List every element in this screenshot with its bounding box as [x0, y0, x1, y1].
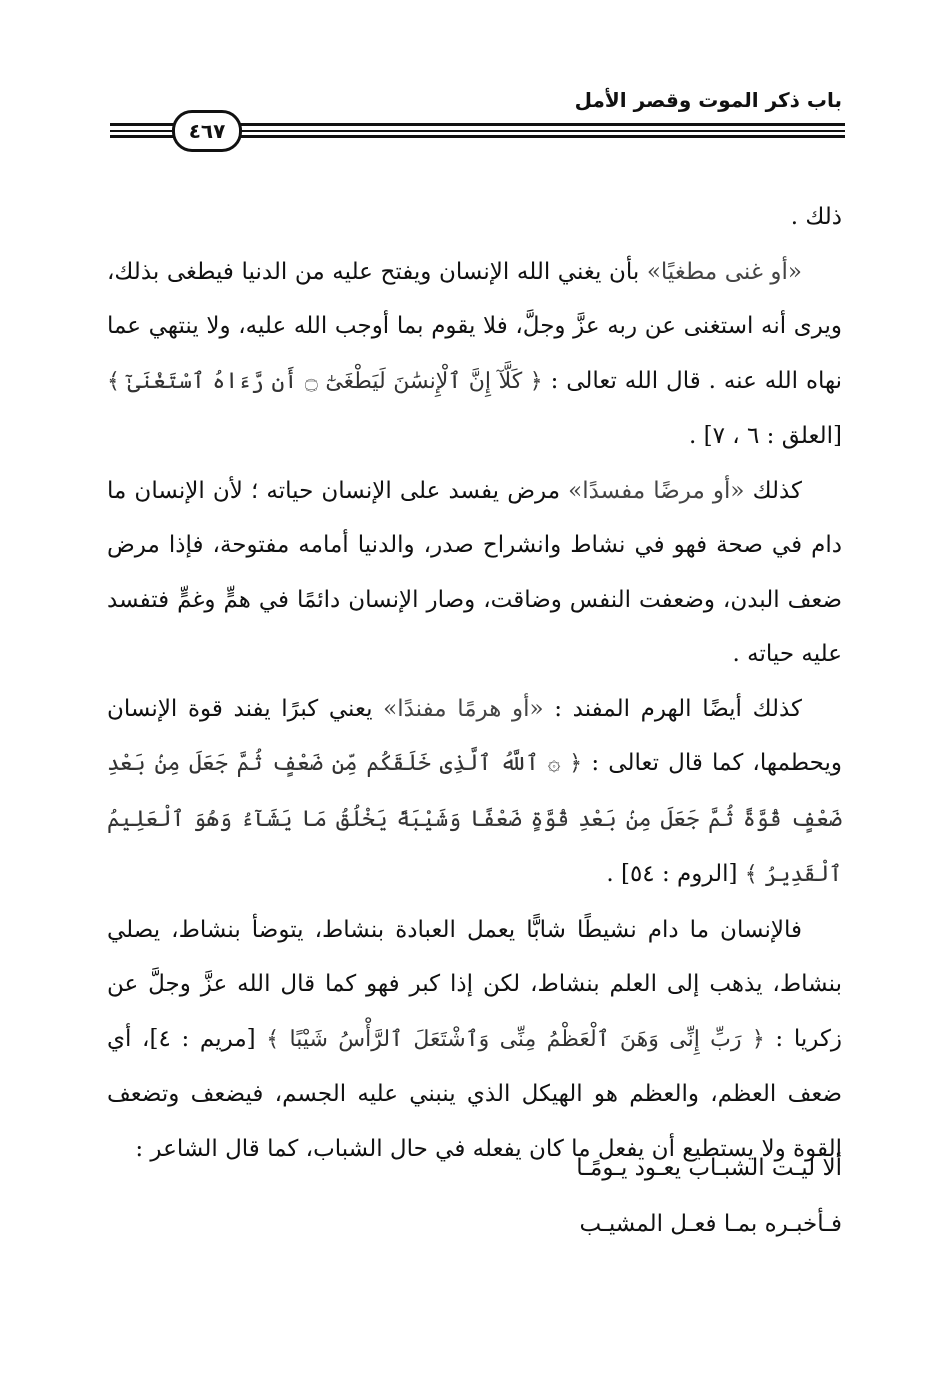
- verse-reference: [الروم : ٥٤] .: [606, 861, 745, 887]
- paragraph-1: [107, 190, 842, 245]
- paragraph-3-text: مرض يفسد على الإنسان حياته ؛ لأن الإنسان ما دام في صحة فهو في نشاط وانشراح صدر، والدنيا أمامه مفتوحة، فإذا مرض ضعف البدن، وضعفت النفس وضاقت، وصار الإنسان دائمًا في همٍّ وغمٍّ فتفسد عليه حياته .: [107, 477, 842, 667]
- main-text: [107, 190, 842, 1176]
- paragraph-5: [107, 903, 842, 1177]
- verse-reference: [العلق : ٦ ، ٧] .: [688, 423, 842, 449]
- page-number: ٤٦٧: [172, 110, 242, 152]
- hadith-quote: «أو غنى مطغيًا»: [646, 258, 802, 285]
- paragraph-2-text: بأن يغني الله الإنسان ويفتح عليه من الدنيا فيطغى بذلك، ويرى أنه استغنى عن ربه عزَّ وجلَّ، فلا يقوم بما أوجب الله عليه، ولا ينتهي عما نهاه الله عنه . قال الله تعالى :: [107, 258, 842, 394]
- paragraph-4: [107, 682, 842, 903]
- quran-verse: ﴿ كَلَّآ إِنَّ ٱلْإِنسَٰنَ لَيَطْغَىٰٓ ۝ أَن رَّءَاهُ ٱسْتَغْنَىٰٓ ﴾: [107, 368, 543, 394]
- paragraph-5-text: ، أي ضعف العظم، والعظم هو الهيكل الذي ينبني عليه الجسم، فيضعف وتضعف القوة ولا يستطيع أن يفعل ما كان يفعله في حال الشباب، كما قال الشاعر :: [107, 1025, 842, 1162]
- header-rule: [110, 110, 845, 150]
- hadith-quote: «أو مرضًا مفسدًا»: [568, 477, 745, 504]
- quran-verse: ﴿ ۞ ٱللَّهُ ٱلَّذِى خَلَقَكُم مِّن ضَعْفٍ ثُمَّ جَعَلَ مِنۢ بَعْدِ ضَعْفٍ قُوَّةً ثُمَّ جَعَلَ مِنۢ بَعْدِ قُوَّةٍ ضَعْفًا وَشَيْبَةً يَخْلُقُ مَا يَشَآءُ وَهُوَ ٱلْعَلِيمُ ٱلْقَدِيرُ ﴾: [107, 751, 842, 887]
- poem-line-2: فـأخبـره بمـا فعـل المشيـب: [579, 1211, 842, 1237]
- verse-reference: [مريم : ٤]: [149, 1025, 267, 1052]
- paragraph-3-lead: كذلك: [744, 477, 802, 504]
- poem-line-1: ألا ليـت الشبـاب يعـود يـومًـا: [576, 1155, 842, 1181]
- quran-verse: ﴿ رَبِّ إِنِّى وَهَنَ ٱلْعَظْمُ مِنِّى وَٱشْتَعَلَ ٱلرَّأْسُ شَيْبًا ﴾: [266, 1026, 765, 1052]
- paragraph-5-lead: فالإنسان ما دام نشيطًا شابًّا يعمل العبادة بنشاط، يتوضأ بنشاط، يصلي بنشاط، يذهب إلى العلم بنشاط، لكن إذا كبر فهو كما قال الله عزَّ وجلَّ عن زكريا :: [107, 916, 843, 1052]
- poem: [102, 1140, 842, 1252]
- paragraph-4-lead: كذلك أيضًا الهرم المفند :: [543, 695, 802, 722]
- running-header-title: باب ذكر الموت وقصر الأمل: [574, 88, 842, 112]
- paragraph-2: [107, 245, 842, 464]
- paragraph-1-text: ذلك .: [790, 204, 842, 230]
- hadith-quote: «أو هرمًا مفندًا»: [383, 695, 544, 722]
- paragraph-4-text: يعني كبرًا يفند قوة الإنسان ويحطمها، كما قال تعالى :: [107, 695, 842, 776]
- paragraph-3: [107, 464, 842, 682]
